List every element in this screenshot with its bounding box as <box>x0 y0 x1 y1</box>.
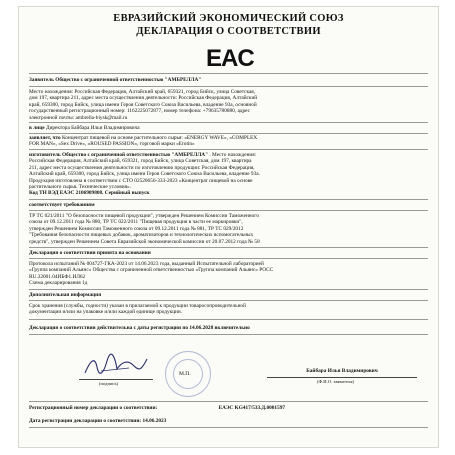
applicant-name: Байбара Илья Владимирович <box>306 368 378 374</box>
basis-details <box>29 261 428 287</box>
manufacturer-text-5: Продукция изготовлена в соответствии с СТО 02520656-333-2023 «Концентрат пищевой на основе <box>29 177 253 184</box>
eac-logo: EAC <box>206 45 254 72</box>
divider <box>29 149 428 150</box>
manufacturer-text-1: . Место нахождения: <box>209 152 257 158</box>
requirements-text-1: ТР ТС 021/2011 "О безопасности пищевой продукции", утвержден Решением Комиссии Таможенного <box>29 213 259 219</box>
manufacturer-title: изготовитель Общество с ограниченной ответственностью "АМБРЕЛЛА" <box>29 152 209 158</box>
tn-ved-code: Код ТН ВЭД ЕАЭС 2106909808. Серийный выпуск <box>29 190 150 197</box>
applicant-address-4: государственный регистрационный номер: 1162225072877, номер телефона: +79635780880, адрес <box>29 108 250 115</box>
divider <box>29 289 428 290</box>
registration-number-row <box>29 405 428 411</box>
registration-date-label: Дата регистрации декларации о соответствии: <box>29 418 142 424</box>
signature-caption: (подпись) <box>99 381 119 386</box>
person-label: в лице <box>29 125 45 131</box>
manufacturer-text-3: 211, адрес места осуществления деятельности по изготовлению продукции: Российская Федерация, <box>29 164 255 171</box>
requirements-text-5: средств", утвержден Решением Совета Евразийской экономической комиссии от 20.07.2012 года № 58 <box>29 238 260 245</box>
divider <box>29 86 428 87</box>
document-title: ДЕКЛАРАЦИЯ О СООТВЕТСТВИИ <box>136 26 321 37</box>
union-title: ЕВРАЗИЙСКИЙ ЭКОНОМИЧЕСКИЙ СОЮЗ <box>113 13 344 24</box>
requirements-text-4: "Требования безопасности пищевых добавок, ароматизаторов и технологических вспомогательных <box>29 232 254 239</box>
basis-title: Декларация о соответствии принята на основании <box>29 250 151 256</box>
applicant-address-1: Место нахождения: Российская Федерация, Алтайский край, 659321, город Бийск, улица Советская, <box>29 89 256 95</box>
requirements-text-3: утвержден Решением Комиссии Таможенного союза от 09.12.2011 года № 881, ТР ТС 029/2012 <box>29 225 244 232</box>
manufacturer-section <box>29 152 428 197</box>
divider <box>29 199 428 200</box>
manufacturer-text-4: Алтайский край, 659300, город Бийск, улица имени Героя Советского Союза Васильева, владение 93а. <box>29 171 260 178</box>
registration-number-label: Регистрационный номер декларации о соответствии: <box>29 405 158 411</box>
requirements-section <box>29 202 428 208</box>
declares-text-2: FOR MAN», «Sex Drive», «ROUSED PASSION», торговой марки «Erotin» <box>29 141 195 148</box>
registration-number: ЕАЭС KG417/533.Д.0001597 <box>218 405 286 411</box>
manufacturer-text-6: растительного сырья. Технические условия». <box>29 184 132 191</box>
signature-line <box>79 379 153 380</box>
divider <box>29 427 428 428</box>
divider <box>29 334 428 335</box>
extra-text-2: документации и/или на упаковке и/или каждой единице продукции. <box>29 309 183 316</box>
applicant-address-2: дом 197, квартира 211, адрес места осуществления деятельности: Российская Федерация, Алтайский <box>29 95 258 102</box>
applicant-address-3: край, 659300, город Бийск, улица имени Героя Советского Союза Васильева, владение 93а, основной <box>29 101 257 108</box>
basis-text-2: «Группа компаний Альянс» Общества с ограниченной ответственностью «Группа компаний Альянс» РОСС <box>29 267 274 274</box>
stamp-label: М.П. <box>179 371 191 377</box>
applicant-email: электронной почты: ambrella-biysk@mail.ru <box>29 114 128 121</box>
registration-date-row <box>29 418 428 424</box>
basis-text-3: RU.32001.04ИБФ1.ИЛ62 <box>29 273 86 280</box>
divider <box>29 210 428 211</box>
manufacturer-text-2: Российская Федерация, Алтайский край, 659321, город Бийск, улица Советская, дом 197, квартира <box>29 158 252 165</box>
name-line <box>267 377 417 378</box>
requirements-text-2: союза от 09.12.2011 года № 880, ТР ТС 022/2011 "Пищевая продукция в части ее маркировки", <box>29 219 243 226</box>
divider <box>29 133 428 134</box>
divider <box>29 319 428 320</box>
registration-date: 14.06.2023 <box>142 418 167 424</box>
signature-image <box>81 353 151 379</box>
declares-text-1: Концентрат пищевой на основе растительного сырья: «ENERGY WAVE», «COMPLEX <box>61 135 258 141</box>
divider <box>29 401 428 402</box>
divider <box>29 300 428 301</box>
declares-label: заявляет, что <box>29 135 61 141</box>
basis-text-1: Протокола испытаний № 004727-ГКА-2023 от 14.06.2023 года, выданный Испытательной лабораторией <box>29 261 264 267</box>
applicant-details <box>29 89 428 121</box>
divider <box>29 122 428 123</box>
extra-title: Дополнительная информация <box>29 292 102 298</box>
validity-text: Декларация о соответствии действительна с даты регистрации по 14.06.2028 включительно <box>29 325 250 331</box>
extra-section <box>29 292 428 298</box>
extra-details <box>29 303 428 316</box>
declares-section <box>29 135 428 148</box>
basis-section <box>29 250 428 256</box>
divider <box>29 247 428 248</box>
declaration-document <box>18 6 439 448</box>
applicant-title: Заявитель Общество с ограниченной ответственностью "АМБРЕЛЛА" <box>29 77 202 83</box>
divider <box>29 73 428 74</box>
extra-text-1: Срок хранения (службы, годности) указан в прилагаемой к продукции товаросопроводительной <box>29 303 246 309</box>
applicant-section <box>29 77 428 83</box>
name-caption: (Ф.И.О. заявителя) <box>317 379 354 384</box>
person-row <box>29 125 428 131</box>
divider <box>29 258 428 259</box>
requirements-details <box>29 213 428 245</box>
person-name: Директора Байбара Ильи Владимировича <box>45 125 140 131</box>
basis-scheme: Схема декларирования 1д <box>29 280 88 287</box>
requirements-title: соответствует требованиям <box>29 202 95 208</box>
